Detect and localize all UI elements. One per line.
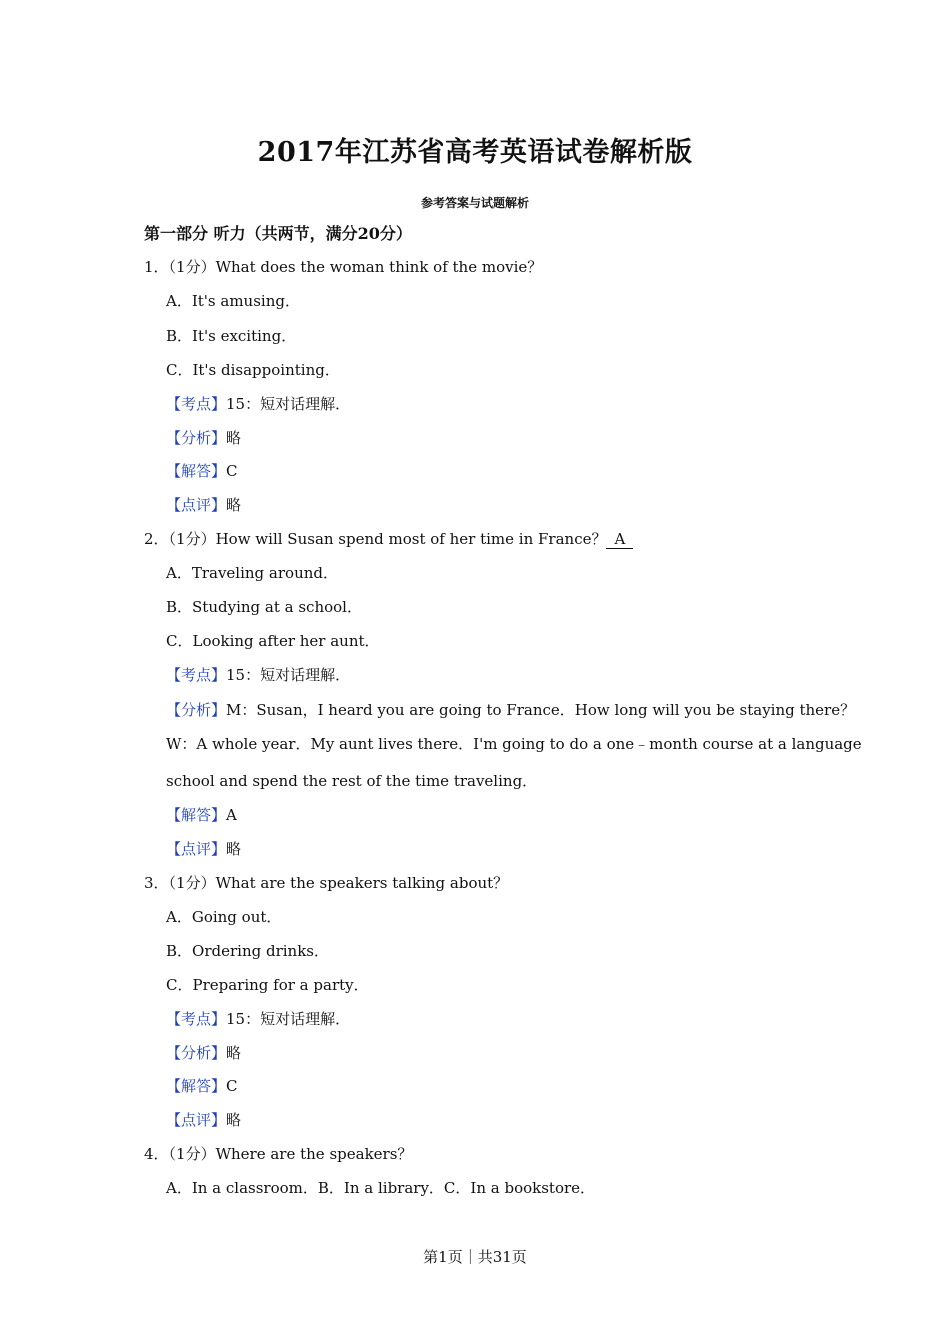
kaodian-text: 15：短对话理解．: [226, 666, 351, 684]
question-2-option-c: C．Looking after her aunt．: [166, 632, 380, 650]
question-2-option-b: B．Studying at a school．: [166, 598, 362, 616]
question-2-kaodian: [166, 665, 350, 685]
fenxi-line-1: M：Susan，I heard you are going to France．How long will you be staying there？: [226, 701, 856, 719]
question-4-options: A．In a classroom．B．In a library．C．In a bookstore．: [166, 1179, 596, 1197]
question-1-dianping: [166, 495, 241, 515]
fenxi-text: 略: [226, 1044, 242, 1062]
dianping-text: 略: [226, 1111, 242, 1129]
question-2-fenxi: [166, 700, 855, 720]
question-2-option-a: A．Traveling around．: [166, 564, 338, 582]
question-1-stem: 1．（1分）What does the woman think of the movie？: [144, 258, 543, 276]
kaodian-label: 【考点】: [166, 1010, 227, 1028]
question-1-option-a: A．It's amusing．: [166, 292, 300, 310]
question-3-stem: 3．（1分）What are the speakers talking about？: [144, 874, 509, 892]
kaodian-label: 【考点】: [166, 666, 227, 684]
jieda-label: 【解答】: [166, 806, 227, 824]
document-subtitle: 参考答案与试题解析: [420, 196, 529, 210]
question-1-option-b: B．It's exciting．: [166, 327, 297, 345]
fenxi-label: 【分析】: [166, 429, 227, 447]
kaodian-text: 15：短对话理解．: [226, 395, 351, 413]
question-2-dianping: [166, 839, 241, 859]
dianping-label: 【点评】: [166, 840, 227, 858]
fenxi-label: 【分析】: [166, 701, 227, 719]
question-2-fenxi-line-2: W：A whole year．My aunt lives there．I'm going to do a one﹣month course at a language: [166, 735, 862, 753]
question-2-jieda: [166, 805, 237, 825]
jieda-label: 【解答】: [166, 1077, 227, 1095]
fenxi-label: 【分析】: [166, 1044, 227, 1062]
question-3-option-b: B．Ordering drinks．: [166, 942, 329, 960]
jieda-text: A: [226, 806, 237, 824]
jieda-text: C: [226, 462, 238, 480]
dianping-text: 略: [226, 840, 242, 858]
section-heading: 第一部分 听力（共两节，满分20分）: [144, 224, 412, 243]
question-3-option-a: A．Going out．: [166, 908, 282, 926]
kaodian-text: 15：短对话理解．: [226, 1010, 351, 1028]
dianping-label: 【点评】: [166, 1111, 227, 1129]
question-2-fenxi-line-3: school and spend the rest of the time traveling．: [166, 772, 538, 790]
question-3-option-c: C．Preparing for a party．: [166, 976, 369, 994]
question-3-kaodian: [166, 1009, 350, 1029]
dianping-text: 略: [226, 496, 242, 514]
question-4-stem: 4．（1分）Where are the speakers？: [144, 1145, 413, 1163]
kaodian-label: 【考点】: [166, 395, 227, 413]
answer-blank: A: [606, 531, 633, 549]
fenxi-text: 略: [226, 429, 242, 447]
question-1-option-c: C．It's disappointing．: [166, 361, 340, 379]
page-footer: 第1页｜共31页: [423, 1248, 527, 1266]
question-2-stem: [144, 529, 633, 549]
question-3-jieda: [166, 1076, 238, 1096]
question-1-jieda: [166, 461, 238, 481]
jieda-label: 【解答】: [166, 462, 227, 480]
question-3-dianping: [166, 1110, 241, 1130]
question-2-stem-text: 2．（1分）How will Susan spend most of her time in France？: [144, 530, 607, 548]
question-1-fenxi: [166, 428, 241, 448]
document-title: 2017年江苏省高考英语试卷解析版: [257, 137, 693, 168]
jieda-text: C: [226, 1077, 238, 1095]
question-3-fenxi: [166, 1043, 241, 1063]
question-1-kaodian: [166, 394, 350, 414]
dianping-label: 【点评】: [166, 496, 227, 514]
